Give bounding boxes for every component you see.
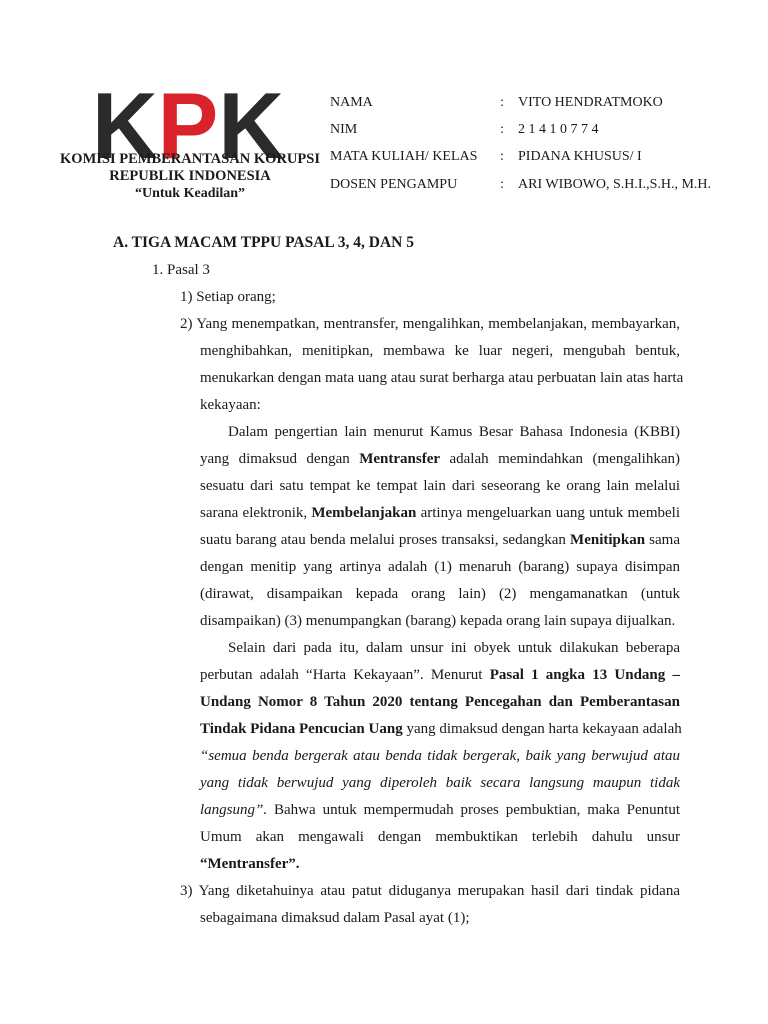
- info-label: DOSEN PENGAMPU: [330, 177, 458, 192]
- point-2-line: menghibahkan, menitipkan, membawa ke luar negeri, mengubah bentuk,: [200, 343, 680, 359]
- para-b-line: “semua benda bergerak atau benda tidak bergerak, baik yang berwujud atau: [200, 748, 680, 764]
- para-b-line: Selain dari pada itu, dalam unsur ini obyek untuk dilakukan beberapa: [228, 640, 680, 656]
- info-colon: :: [500, 149, 504, 164]
- point-2-line: menukarkan dengan mata uang atau surat berharga atau perbuatan lain atas harta: [200, 370, 684, 386]
- text-run: suatu barang atau benda melalui proses transaksi, sedangkan: [200, 532, 571, 548]
- text-run: Bahwa untuk mempermudah proses pembuktian, maka Penuntut: [267, 802, 680, 818]
- text-run: yang dimaksud dengan: [200, 451, 360, 467]
- bold-term: Mentransfer: [359, 451, 441, 467]
- para-b-line: [200, 719, 680, 739]
- para-a-line: [200, 449, 680, 469]
- para-b-line: Umum akan mengawali dengan membuktikan terlebih dahulu unsur: [200, 829, 680, 845]
- para-a-line: [200, 530, 680, 550]
- info-value: 2 1 4 1 0 7 7 4: [518, 122, 599, 137]
- point-3-line: 3) Yang diketahuinya atau patut diduganya merupakan hasil dari tindak pidana: [180, 883, 680, 899]
- para-b-line: [200, 800, 680, 820]
- logo-text: KPK: [92, 84, 287, 164]
- para-b-line: yang tidak berwujud yang diperoleh baik secara langsung maupun tidak: [200, 775, 680, 791]
- point-1: 1) Setiap orang;: [180, 289, 276, 305]
- text-run: yang dimaksud dengan harta kekayaan adalah: [402, 721, 682, 737]
- text-run: sarana elektronik,: [200, 505, 312, 521]
- para-a-line: dengan menitip yang artinya adalah (1) menaruh (barang) supaya disimpan: [200, 559, 680, 575]
- org-motto: “Untuk Keadilan”: [134, 186, 246, 201]
- info-colon: :: [500, 122, 504, 137]
- bold-term: Menitipkan: [570, 532, 646, 548]
- point-2-line: kekayaan:: [200, 397, 261, 413]
- org-name: KOMISI PEMBERANTASAN KORUPSI: [60, 151, 320, 167]
- bold-term: Membelanjakan: [311, 505, 417, 521]
- bold-term: Tindak Pidana Pencucian Uang: [200, 721, 403, 737]
- para-b-line: Undang Nomor 8 Tahun 2020 tentang Pencegahan dan Pemberantasan: [200, 694, 680, 710]
- bold-term: Pasal 1 angka 13 Undang –: [489, 667, 680, 683]
- text-run: artinya mengeluarkan uang untuk membeli: [416, 505, 680, 521]
- list-item-pasal-3: 1. Pasal 3: [152, 262, 210, 278]
- info-label: NIM: [330, 122, 358, 137]
- text-run: sama: [645, 532, 680, 548]
- info-label: NAMA: [330, 95, 373, 110]
- info-colon: :: [500, 95, 504, 110]
- text-run: perbutan adalah “Harta Kekayaan”. Menurut: [200, 667, 490, 683]
- info-value: VITO HENDRATMOKO: [518, 95, 663, 110]
- para-b-line: [200, 665, 680, 685]
- para-a-line: [200, 503, 680, 523]
- point-3-line: sebagaimana dimaksud dalam Pasal ayat (1);: [200, 910, 470, 926]
- section-heading: A. TIGA MACAM TPPU PASAL 3, 4, DAN 5: [113, 234, 414, 251]
- italic-run: langsung”.: [200, 802, 268, 818]
- info-label: MATA KULIAH/ KELAS: [330, 149, 478, 164]
- para-a-line: disampaikan) (3) menumpangkan (barang) kepada orang lain supaya dijualkan.: [200, 613, 676, 629]
- info-colon: :: [500, 177, 504, 192]
- para-a-line: Dalam pengertian lain menurut Kamus Besar Bahasa Indonesia (KBBI): [228, 424, 680, 440]
- text-run: adalah memindahkan (mengalihkan): [440, 451, 680, 467]
- para-a-line: sesuatu dari satu tempat ke tempat lain dari seseorang ke orang lain melalui: [200, 478, 680, 494]
- info-value: PIDANA KHUSUS/ I: [518, 149, 642, 164]
- point-2-line: 2) Yang menempatkan, mentransfer, mengalihkan, membelanjakan, membayarkan,: [180, 316, 680, 332]
- org-country: REPUBLIK INDONESIA: [109, 168, 271, 184]
- para-b-line: “Mentransfer”.: [200, 856, 300, 872]
- para-a-line: (dirawat, disampaikan kepada orang lain) (2) mengamanatkan (untuk: [200, 586, 680, 602]
- info-value: ARI WIBOWO, S.H.I.,S.H., M.H.: [518, 177, 712, 192]
